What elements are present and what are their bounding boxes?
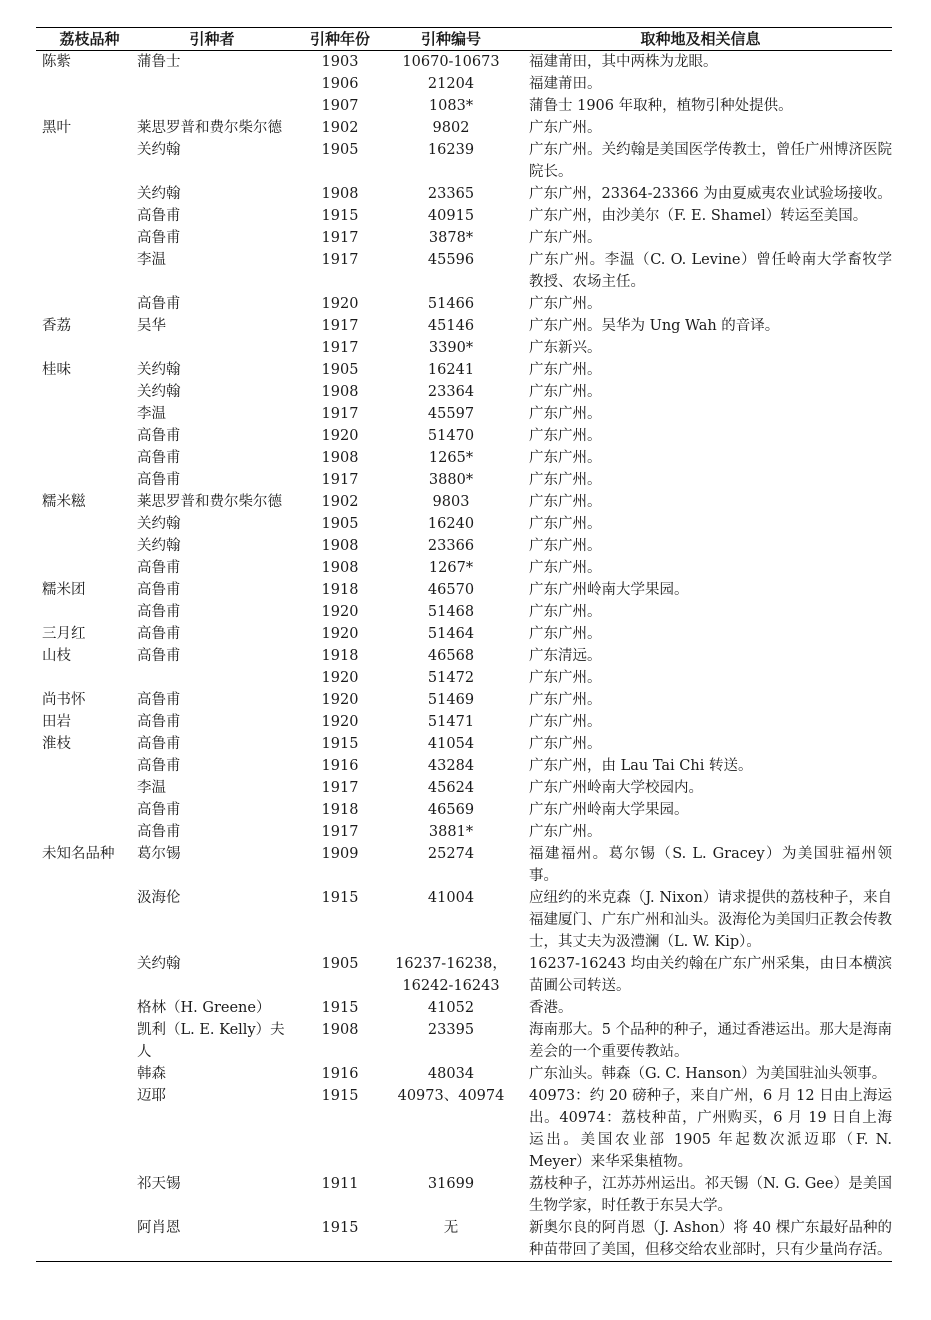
cell-variety: 陈紫 [42, 54, 71, 70]
cell-variety: 尚书怀 [42, 692, 86, 708]
table-row [36, 733, 892, 755]
cell-introducer: 高鲁甫 [137, 714, 181, 730]
cell-source-info: 广东广州。李温（C. O. Levine）曾任岭南大学畜牧学教授、农场主任。 [529, 252, 892, 290]
table-row [36, 645, 892, 667]
cell-variety: 未知名品种 [42, 846, 115, 862]
cell-year: 1920 [321, 604, 359, 620]
cell-introduction-number: 43284 [427, 758, 475, 774]
cell-variety [36, 293, 137, 315]
cell-introducer: 李温 [137, 406, 166, 422]
cell-year: 1917 [321, 230, 359, 246]
cell-introduction-number: 3881* [428, 824, 474, 840]
cell-introduction-number: 无 [393, 1217, 509, 1262]
table-row [36, 381, 892, 403]
cell-year: 1908 [321, 450, 359, 466]
cell-introducer: 格林（H. Greene） [137, 1000, 271, 1016]
cell-year: 1917 [321, 340, 359, 356]
table-row [36, 953, 892, 997]
cell-variety [36, 447, 137, 469]
cell-year: 1920 [321, 296, 359, 312]
cell-source-info: 广东广州。 [529, 824, 602, 840]
cell-introducer: 高鲁甫 [137, 296, 181, 312]
cell-introduction-number: 1083* [428, 98, 474, 114]
cell-introducer: 李温 [137, 252, 166, 268]
cell-source-info: 广东广州。 [529, 450, 602, 466]
cell-year: 1905 [321, 956, 359, 972]
cell-introducer: 凯利（L. E. Kelly）夫人 [137, 1022, 285, 1060]
table-row [36, 689, 892, 711]
cell-introducer: 高鲁甫 [137, 472, 181, 488]
table-row [36, 1217, 892, 1262]
table-row [36, 51, 892, 74]
cell-introducer: 关约翰 [137, 142, 181, 158]
cell-introducer: 韩森 [137, 1066, 166, 1082]
table-body [36, 51, 892, 1262]
cell-variety [36, 1217, 137, 1262]
cell-year: 1905 [321, 516, 359, 532]
cell-introduction-number: 3878* [428, 230, 474, 246]
cell-introducer: 蒲鲁士 [137, 54, 181, 70]
table-row [36, 227, 892, 249]
cell-introduction-number: 48034 [427, 1066, 475, 1082]
cell-source-info: 广东广州。 [529, 296, 602, 312]
cell-source-info: 广东清远。 [529, 648, 602, 664]
table-row [36, 667, 892, 689]
cell-introducer: 关约翰 [137, 516, 181, 532]
cell-source-info: 广东广州。 [529, 560, 602, 576]
cell-year: 1915 [321, 736, 359, 752]
cell-year: 1915 [321, 890, 359, 906]
cell-introducer: 关约翰 [137, 362, 181, 378]
cell-introduction-number: 40915 [427, 208, 475, 224]
cell-introduction-number: 31699 [427, 1176, 475, 1192]
table-row [36, 711, 892, 733]
table-row [36, 1063, 892, 1085]
cell-introducer: 关约翰 [137, 384, 181, 400]
table-header [36, 28, 892, 51]
cell-variety: 黑叶 [42, 120, 71, 136]
cell-source-info: 广东广州。 [529, 472, 602, 488]
header-year: 引种年份 [309, 30, 370, 48]
cell-introducer: 高鲁甫 [137, 758, 181, 774]
cell-introducer: 迈耶 [137, 1088, 166, 1104]
cell-source-info: 福建莆田，其中两株为龙眼。 [529, 54, 718, 70]
cell-variety [36, 469, 137, 491]
cell-year: 1915 [321, 1088, 359, 1104]
cell-year: 1917 [321, 780, 359, 796]
cell-source-info: 广东广州。 [529, 538, 602, 554]
cell-source-info: 广东广州岭南大学果园。 [529, 582, 689, 598]
cell-introducer: 阿肖恩 [137, 1217, 287, 1262]
cell-variety: 糯米糍 [42, 494, 86, 510]
cell-year: 1907 [321, 98, 359, 114]
cell-year: 1918 [321, 648, 359, 664]
table-row [36, 623, 892, 645]
cell-introducer: 高鲁甫 [137, 428, 181, 444]
cell-introduction-number: 16241 [427, 362, 475, 378]
cell-introduction-number: 41052 [427, 1000, 475, 1016]
cell-source-info: 广东广州。 [529, 736, 602, 752]
cell-introduction-number: 46568 [427, 648, 475, 664]
cell-variety [36, 425, 137, 447]
cell-source-info: 蒲鲁士 1906 年取种，植物引种处提供。 [529, 98, 793, 114]
cell-variety [36, 183, 137, 205]
table-row [36, 491, 892, 513]
cell-year: 1908 [321, 538, 359, 554]
cell-source-info: 广东广州，由 Lau Tai Chi 转送。 [529, 758, 753, 774]
cell-year: 1915 [321, 1000, 359, 1016]
cell-year: 1903 [321, 54, 359, 70]
cell-year: 1918 [321, 582, 359, 598]
cell-variety [36, 139, 137, 183]
cell-introducer: 莱思罗普和费尔柴尔德 [137, 120, 282, 136]
table-row [36, 1019, 892, 1063]
cell-introduction-number: 51466 [427, 296, 475, 312]
table-row [36, 95, 892, 117]
cell-source-info: 香港。 [529, 1000, 573, 1016]
cell-source-info: 广东广州。 [529, 692, 602, 708]
cell-introducer [137, 667, 287, 689]
cell-variety [36, 601, 137, 623]
cell-introduction-number: 9803 [432, 494, 470, 510]
cell-year: 1908 [321, 1022, 359, 1038]
table-header-row [36, 28, 892, 51]
cell-introducer: 高鲁甫 [137, 802, 181, 818]
cell-introducer [137, 73, 287, 95]
cell-introducer: 高鲁甫 [137, 626, 181, 642]
cell-variety [36, 1173, 137, 1217]
cell-introduction-number: 51468 [427, 604, 475, 620]
cell-variety: 三月红 [42, 626, 86, 642]
table-row [36, 469, 892, 491]
cell-year: 1918 [321, 802, 359, 818]
cell-introducer: 关约翰 [137, 956, 181, 972]
table-row [36, 117, 892, 139]
cell-introduction-number: 9802 [432, 120, 470, 136]
cell-source-info: 40973：约 20 磅种子，来自广州，6 月 12 日由上海运出。40974：荔枝种苗，广州购买，6 月 19 日自上海运出。美国农业部 1905 年起数次派迈耶（F. N. Meyer）来华采集植物。 [529, 1088, 892, 1170]
cell-variety [36, 381, 137, 403]
cell-variety [36, 205, 137, 227]
cell-source-info: 广东广州。关约翰是美国医学传教士，曾任广州博济医院院长。 [529, 142, 892, 180]
table-row [36, 337, 892, 359]
cell-source-info: 广东广州。 [529, 670, 602, 686]
cell-introducer: 关约翰 [137, 538, 181, 554]
cell-variety [36, 403, 137, 425]
cell-variety [36, 1085, 137, 1173]
cell-year: 1917 [321, 824, 359, 840]
cell-variety [36, 535, 137, 557]
cell-year: 1917 [321, 472, 359, 488]
cell-year: 1920 [321, 714, 359, 730]
cell-introduction-number: 23364 [427, 384, 475, 400]
cell-introduction-number: 16240 [427, 516, 475, 532]
header-introducer: 引种者 [189, 30, 235, 48]
cell-year: 1905 [321, 362, 359, 378]
cell-introducer: 高鲁甫 [137, 560, 181, 576]
cell-introduction-number: 3880* [428, 472, 474, 488]
cell-introduction-number: 41004 [427, 890, 475, 906]
table-row [36, 447, 892, 469]
cell-introduction-number: 51472 [427, 670, 475, 686]
cell-variety: 山枝 [42, 648, 71, 664]
cell-year: 1917 [321, 318, 359, 334]
cell-introduction-number: 16237-16238，16242-16243 [395, 956, 507, 994]
table-row [36, 139, 892, 183]
cell-variety [36, 557, 137, 579]
cell-introducer: 高鲁甫 [137, 604, 181, 620]
table-row [36, 843, 892, 887]
cell-variety [36, 95, 137, 117]
table-row [36, 579, 892, 601]
cell-source-info: 广东广州。 [529, 384, 602, 400]
cell-introducer: 葛尔锡 [137, 846, 181, 862]
cell-introducer [137, 95, 287, 117]
cell-year: 1915 [287, 1217, 393, 1262]
lychee-introduction-table [36, 27, 892, 1262]
table-row [36, 403, 892, 425]
cell-variety [36, 953, 137, 997]
cell-introducer [137, 337, 287, 359]
cell-year: 1916 [321, 758, 359, 774]
cell-variety [36, 799, 137, 821]
cell-introducer: 高鲁甫 [137, 736, 181, 752]
cell-introducer: 吴华 [137, 318, 166, 334]
cell-source-info: 广东广州。 [529, 626, 602, 642]
cell-variety [36, 513, 137, 535]
cell-variety [36, 1019, 137, 1063]
cell-source-info: 新奥尔良的阿肖恩（J. Ashon）将 40 棵广东最好品种的种苗带回了美国，但移交给农业部时，只有少量尚存活。 [509, 1217, 892, 1262]
cell-year: 1902 [321, 494, 359, 510]
cell-introduction-number: 51471 [427, 714, 475, 730]
table-row [36, 799, 892, 821]
table-row [36, 73, 892, 95]
cell-introducer: 莱思罗普和费尔柴尔德 [137, 494, 282, 510]
cell-source-info: 广东广州。吴华为 Ung Wah 的音译。 [529, 318, 780, 334]
cell-introduction-number: 51470 [427, 428, 475, 444]
cell-source-info: 广东广州岭南大学果园。 [529, 802, 689, 818]
cell-source-info: 广东广州。 [529, 362, 602, 378]
table-row [36, 425, 892, 447]
cell-variety [36, 777, 137, 799]
cell-introduction-number: 41054 [427, 736, 475, 752]
cell-variety: 香荔 [42, 318, 71, 334]
cell-variety [36, 227, 137, 249]
cell-year: 1908 [321, 384, 359, 400]
cell-source-info: 广东广州，23364-23366 为由夏威夷农业试验场接收。 [529, 186, 892, 202]
cell-introducer: 高鲁甫 [137, 582, 181, 598]
cell-introducer: 李温 [137, 780, 166, 796]
cell-source-info: 福建福州。葛尔锡（S. L. Gracey）为美国驻福州领事。 [529, 846, 892, 884]
cell-introduction-number: 51464 [427, 626, 475, 642]
cell-introduction-number: 46569 [427, 802, 475, 818]
table-row [36, 249, 892, 293]
cell-introduction-number: 45597 [427, 406, 475, 422]
table-row [36, 557, 892, 579]
cell-introduction-number: 1265* [428, 450, 474, 466]
cell-year: 1916 [321, 1066, 359, 1082]
cell-variety [36, 337, 137, 359]
cell-introduction-number: 21204 [427, 76, 475, 92]
cell-source-info: 广东广州。 [529, 714, 602, 730]
table-row [36, 601, 892, 623]
cell-introduction-number: 3390* [428, 340, 474, 356]
cell-introduction-number: 40973、40974 [397, 1088, 505, 1104]
cell-source-info: 16237-16243 均由关约翰在广东广州采集，由日本横滨苗圃公司转送。 [529, 956, 892, 994]
cell-source-info: 广东广州，由沙美尔（F. E. Shamel）转运至美国。 [529, 208, 868, 224]
table-row [36, 997, 892, 1019]
cell-source-info: 应纽约的米克森（J. Nixon）请求提供的荔枝种子，来自福建厦门、广东广州和汕头。汲海伦为美国归正教会传教士，其丈夫为汲澧澜（L. W. Kip）。 [529, 890, 892, 950]
cell-year: 1917 [321, 406, 359, 422]
cell-introduction-number: 46570 [427, 582, 475, 598]
cell-year: 1920 [321, 428, 359, 444]
cell-introducer: 祁天锡 [137, 1176, 181, 1192]
table-row [36, 1173, 892, 1217]
cell-introduction-number: 16239 [427, 142, 475, 158]
table-row [36, 821, 892, 843]
cell-introduction-number: 51469 [427, 692, 475, 708]
cell-variety: 淮枝 [42, 736, 71, 752]
cell-year: 1920 [321, 626, 359, 642]
table-row [36, 359, 892, 381]
cell-year: 1911 [321, 1176, 359, 1192]
cell-source-info: 广东广州。 [529, 120, 602, 136]
cell-variety [36, 997, 137, 1019]
cell-introduction-number: 10670-10673 [402, 54, 500, 70]
header-source-info: 取种地及相关信息 [640, 30, 761, 48]
cell-introducer: 高鲁甫 [137, 824, 181, 840]
cell-year: 1908 [321, 560, 359, 576]
cell-source-info: 广东广州。 [529, 494, 602, 510]
cell-introducer: 高鲁甫 [137, 450, 181, 466]
cell-source-info: 广东广州岭南大学校园内。 [529, 780, 703, 796]
cell-year: 1920 [321, 670, 359, 686]
cell-source-info: 广东新兴。 [529, 340, 602, 356]
cell-variety: 田岩 [42, 714, 71, 730]
cell-year: 1902 [321, 120, 359, 136]
cell-source-info: 广东广州。 [529, 230, 602, 246]
cell-introduction-number: 45596 [427, 252, 475, 268]
cell-year: 1917 [321, 252, 359, 268]
header-variety: 荔枝品种 [59, 30, 120, 48]
cell-variety [36, 73, 137, 95]
table-row [36, 887, 892, 953]
cell-source-info: 广东广州。 [529, 428, 602, 444]
cell-year: 1906 [321, 76, 359, 92]
cell-introduction-number: 25274 [427, 846, 475, 862]
header-number: 引种编号 [420, 30, 481, 48]
cell-year: 1909 [321, 846, 359, 862]
table-row [36, 535, 892, 557]
cell-introducer: 高鲁甫 [137, 648, 181, 664]
cell-year: 1915 [321, 208, 359, 224]
cell-variety [36, 249, 137, 293]
cell-introduction-number: 45146 [427, 318, 475, 334]
cell-variety [36, 1063, 137, 1085]
table-row [36, 293, 892, 315]
table-row [36, 183, 892, 205]
table-row [36, 315, 892, 337]
cell-introducer: 关约翰 [137, 186, 181, 202]
cell-introduction-number: 23365 [427, 186, 475, 202]
cell-introduction-number: 23366 [427, 538, 475, 554]
cell-source-info: 海南那大。5 个品种的种子，通过香港运出。那大是海南差会的一个重要传教站。 [529, 1022, 892, 1060]
table-row [36, 513, 892, 535]
cell-variety: 糯米团 [42, 582, 86, 598]
table-row [36, 755, 892, 777]
cell-variety: 桂味 [42, 362, 71, 378]
cell-year: 1920 [321, 692, 359, 708]
cell-source-info: 广东广州。 [529, 604, 602, 620]
cell-source-info: 广东广州。 [529, 406, 602, 422]
table-row [36, 777, 892, 799]
cell-introducer: 高鲁甫 [137, 230, 181, 246]
cell-variety [36, 755, 137, 777]
cell-source-info: 广东广州。 [529, 516, 602, 532]
table-row [36, 205, 892, 227]
cell-variety [36, 887, 137, 953]
cell-introduction-number: 1267* [428, 560, 474, 576]
cell-introducer: 高鲁甫 [137, 208, 181, 224]
table-row [36, 1085, 892, 1173]
cell-introducer: 汲海伦 [137, 890, 181, 906]
cell-year: 1905 [321, 142, 359, 158]
cell-introduction-number: 23395 [427, 1022, 475, 1038]
cell-source-info: 广东汕头。韩森（G. C. Hanson）为美国驻汕头领事。 [529, 1066, 887, 1082]
cell-variety [36, 667, 137, 689]
cell-introducer: 高鲁甫 [137, 692, 181, 708]
cell-source-info: 福建莆田。 [529, 76, 602, 92]
cell-variety [36, 821, 137, 843]
cell-source-info: 荔枝种子，江苏苏州运出。祁天锡（N. G. Gee）是美国生物学家，时任教于东吴大学。 [529, 1176, 892, 1214]
cell-year: 1908 [321, 186, 359, 202]
cell-introduction-number: 45624 [427, 780, 475, 796]
